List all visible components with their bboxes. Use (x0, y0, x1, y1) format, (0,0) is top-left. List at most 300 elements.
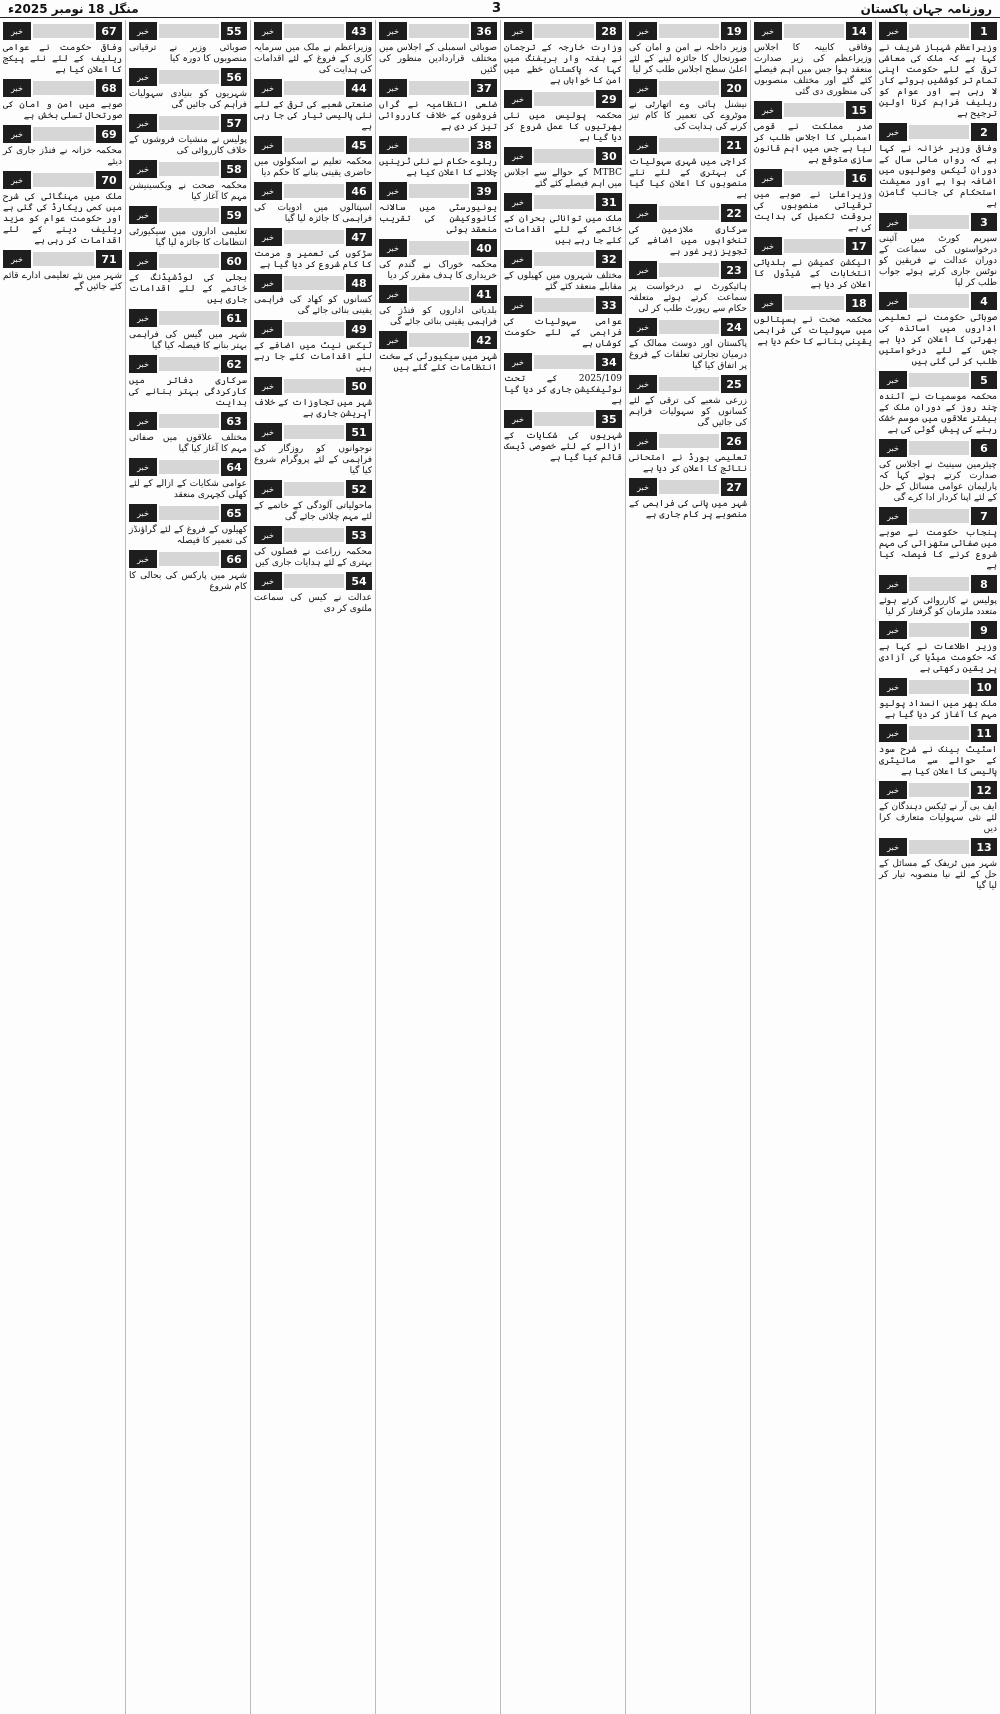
news-item-divider-bar (284, 276, 344, 290)
news-item (504, 147, 622, 190)
news-item-header (129, 22, 247, 40)
page-date: منگل 18 نومبر 2025ء (8, 1, 139, 16)
news-badge: خبر (629, 432, 657, 450)
news-item-divider-bar (284, 425, 344, 439)
news-item-text: نوجوانوں کو روزگار کی فراہمی کے لئے پروگرام شروع کیا گیا (254, 444, 372, 476)
news-item-divider-bar (909, 623, 969, 637)
news-item-text: تعلیمی بورڈ نے امتحانی نتائج کا اعلان کر دیا ہے (629, 453, 747, 474)
news-item-text: صدر مملکت نے قومی اسمبلی کا اجلاس طلب کر لیا ہے جس میں اہم قانون سازی متوقع ہے (754, 122, 872, 165)
news-badge: خبر (879, 22, 907, 40)
news-item (754, 22, 872, 98)
news-item-number: 46 (346, 182, 372, 200)
news-item-text: صوبے میں امن و امان کی صورتحال تسلی بخش ہے (3, 100, 122, 121)
news-item-text: یونیورسٹی میں سالانہ کانووکیشن کی تقریب منعقد ہوئی (379, 203, 497, 235)
news-badge: خبر (379, 79, 407, 97)
news-item-text: وزیر اطلاعات نے کہا ہے کہ حکومت میڈیا کی آزادی پر یقین رکھتی ہے (879, 642, 997, 674)
news-item (504, 250, 622, 293)
news-item-number: 40 (471, 239, 497, 257)
news-badge: خبر (754, 101, 782, 119)
news-item-number: 52 (346, 480, 372, 498)
news-item-divider-bar (409, 138, 469, 152)
news-item-text: سرکاری دفاتر میں کارکردگی بہتر بنانے کی ہدایت (129, 376, 247, 408)
news-badge: خبر (129, 504, 157, 522)
news-item-number: 42 (471, 331, 497, 349)
news-item-divider-bar (534, 412, 594, 426)
news-badge: خبر (3, 125, 31, 143)
news-item (254, 274, 372, 317)
news-badge: خبر (879, 213, 907, 231)
news-badge: خبر (629, 375, 657, 393)
news-item-number: 21 (721, 136, 747, 154)
news-item-divider-bar (909, 24, 969, 38)
news-item-divider-bar (159, 254, 219, 268)
news-item-divider-bar (409, 81, 469, 95)
news-badge: خبر (754, 294, 782, 312)
news-badge: خبر (879, 621, 907, 639)
news-item-text: شہریوں کو بنیادی سہولیات فراہم کی جائیں گی (129, 89, 247, 110)
news-item-number: 7 (971, 507, 997, 525)
news-item-divider-bar (909, 783, 969, 797)
news-item-text: ملک میں توانائی بحران کے خاتمے کے لئے اقدامات کئے جا رہے ہیں (504, 214, 622, 246)
news-item-number: 28 (596, 22, 622, 40)
news-item-header (129, 412, 247, 430)
news-item-text: سڑکوں کی تعمیر و مرمت کا کام شروع کر دیا گیا ہے (254, 249, 372, 270)
news-item-header (254, 22, 372, 40)
news-item-header (379, 331, 497, 349)
news-badge: خبر (504, 90, 532, 108)
news-item-number: 55 (221, 22, 247, 40)
news-item-header (504, 193, 622, 211)
news-item-number: 20 (721, 79, 747, 97)
news-item-divider-bar (909, 509, 969, 523)
news-item (879, 22, 997, 120)
news-item-divider-bar (534, 195, 594, 209)
news-item-divider-bar (909, 680, 969, 694)
news-item-header (879, 292, 997, 310)
news-item (629, 261, 747, 315)
news-item-divider-bar (909, 726, 969, 740)
news-item-header (129, 504, 247, 522)
news-item (254, 320, 372, 374)
news-item-header (504, 90, 622, 108)
news-item-text: وزیراعلیٰ نے صوبے میں ترقیاتی منصوبوں کی بروقت تکمیل کی ہدایت کی ہے (754, 190, 872, 233)
news-item-text: صوبائی وزیر نے ترقیاتی منصوبوں کا دورہ کیا (129, 43, 247, 64)
news-badge: خبر (129, 458, 157, 476)
news-item-header (754, 169, 872, 187)
news-item-number: 34 (596, 353, 622, 371)
news-badge: خبر (504, 296, 532, 314)
news-item-number: 10 (971, 678, 997, 696)
news-item-header (254, 320, 372, 338)
news-item-number: 48 (346, 274, 372, 292)
news-badge: خبر (879, 781, 907, 799)
news-item-text: ملک بھر میں انسداد پولیو مہم کا آغاز کر دیا گیا ہے (879, 699, 997, 720)
news-item-number: 64 (221, 458, 247, 476)
news-item-text: بجلی کی لوڈشیڈنگ کے خاتمے کے لئے اقدامات جاری ہیں (129, 273, 247, 305)
news-item-text: کراچی میں شہری سہولیات کی بہتری کے لئے نئے منصوبوں کا اعلان کیا گیا ہے (629, 157, 747, 200)
news-item-number: 58 (221, 160, 247, 178)
news-item (879, 781, 997, 835)
news-item-header (504, 250, 622, 268)
news-badge: خبر (129, 309, 157, 327)
news-item-divider-bar (159, 116, 219, 130)
news-item-text: ٹیکس نیٹ میں اضافے کے لئے اقدامات کئے جا رہے ہیں (254, 341, 372, 373)
news-item-header (379, 22, 497, 40)
news-item-number: 3 (971, 213, 997, 231)
news-item-header (254, 79, 372, 97)
news-item (629, 22, 747, 76)
news-item (3, 171, 122, 247)
news-item (754, 237, 872, 291)
news-item (129, 68, 247, 111)
news-item (754, 101, 872, 166)
news-item-divider-bar (284, 230, 344, 244)
news-item (754, 169, 872, 234)
news-item-text: مختلف علاقوں میں صفائی مہم کا آغاز کیا گیا (129, 433, 247, 454)
news-item-text: شہر میں پانی کی فراہمی کے منصوبے پر کام جاری ہے (629, 499, 747, 520)
news-badge: خبر (629, 261, 657, 279)
news-item-number: 31 (596, 193, 622, 211)
news-badge: خبر (879, 678, 907, 696)
news-badge: خبر (129, 206, 157, 224)
news-item-divider-bar (33, 252, 94, 266)
news-item-number: 6 (971, 439, 997, 457)
news-badge: خبر (629, 79, 657, 97)
news-item (379, 182, 497, 236)
news-item-divider-bar (33, 24, 94, 38)
news-item-number: 14 (846, 22, 872, 40)
news-item-number: 60 (221, 252, 247, 270)
news-item-header (129, 550, 247, 568)
news-item-header (879, 439, 997, 457)
news-item-header (504, 296, 622, 314)
news-item-header (254, 526, 372, 544)
news-item-number: 23 (721, 261, 747, 279)
news-item-header (129, 160, 247, 178)
news-badge: خبر (879, 507, 907, 525)
news-badge: خبر (879, 292, 907, 310)
news-item-divider-bar (159, 460, 219, 474)
news-item-number: 18 (846, 294, 872, 312)
news-item-divider-bar (284, 322, 344, 336)
news-item (629, 318, 747, 372)
news-badge: خبر (754, 237, 782, 255)
news-item (879, 292, 997, 368)
news-badge: خبر (254, 320, 282, 338)
news-item-number: 26 (721, 432, 747, 450)
news-item-text: شہر میں نئے تعلیمی ادارے قائم کئے جائیں گے (3, 271, 122, 292)
news-item-text: شہر میں پارکس کی بحالی کا کام شروع (129, 571, 247, 592)
news-item-text: اسٹیٹ بینک نے شرح سود کے حوالے سے مانیٹری پالیسی کا اعلان کیا ہے (879, 745, 997, 777)
news-badge: خبر (254, 136, 282, 154)
news-item-divider-bar (33, 81, 94, 95)
news-badge: خبر (879, 575, 907, 593)
news-item-divider-bar (159, 506, 219, 520)
news-item-number: 38 (471, 136, 497, 154)
news-item (379, 136, 497, 179)
news-item-number: 43 (346, 22, 372, 40)
news-item (629, 79, 747, 133)
news-item-number: 50 (346, 377, 372, 395)
news-item-number: 5 (971, 371, 997, 389)
news-item (129, 309, 247, 352)
news-item-number: 35 (596, 410, 622, 428)
news-item-divider-bar (409, 184, 469, 198)
news-item-header (879, 507, 997, 525)
news-badge: خبر (504, 250, 532, 268)
news-item-divider-bar (659, 434, 719, 448)
news-item-divider-bar (909, 125, 969, 139)
news-item-divider-bar (659, 24, 719, 38)
news-item-header (879, 213, 997, 231)
news-item-divider-bar (659, 206, 719, 220)
news-item-text: محکمہ تعلیم نے اسکولوں میں حاضری یقینی بنانے کا حکم دیا (254, 157, 372, 178)
news-item-text: شہر میں ٹریفک کے مسائل کے حل کے لئے نیا منصوبہ تیار کر لیا گیا (879, 859, 997, 891)
news-item-text: وفاقی حکومت نے عوامی ریلیف کے لئے نئے پیکج کا اعلان کیا ہے (3, 43, 122, 75)
news-item-number: 22 (721, 204, 747, 222)
news-item-header (254, 228, 372, 246)
news-item-text: شہریوں کی شکایات کے ازالے کے لئے خصوصی ڈیسک قائم کیا گیا ہے (504, 431, 622, 463)
news-item (629, 204, 747, 258)
news-item-number: 63 (221, 412, 247, 430)
news-item-header (629, 136, 747, 154)
news-badge: خبر (129, 68, 157, 86)
news-item (254, 572, 372, 615)
news-item-divider-bar (284, 81, 344, 95)
news-item-number: 57 (221, 114, 247, 132)
news-item-text: ملک میں مہنگائی کی شرح میں کمی ریکارڈ کی گئی ہے اور حکومت عوام کو مزید ریلیف دینے کے لئے اقدامات کر رہی ہے (3, 192, 122, 246)
news-item-number: 11 (971, 724, 997, 742)
news-item-text: پولیس نے منشیات فروشوں کے خلاف کارروائی کی (129, 135, 247, 156)
news-item-number: 32 (596, 250, 622, 268)
news-badge: خبر (879, 123, 907, 141)
news-badge: خبر (129, 114, 157, 132)
news-item-divider-bar (409, 287, 469, 301)
news-item-text: کھیلوں کے فروغ کے لئے گراؤنڈز کی تعمیر کا فیصلہ (129, 525, 247, 546)
news-item-header (3, 250, 122, 268)
news-item (504, 193, 622, 247)
news-item-header (879, 724, 997, 742)
news-item-divider-bar (284, 482, 344, 496)
news-item-header (129, 309, 247, 327)
news-item-header (129, 114, 247, 132)
news-item (129, 114, 247, 157)
news-badge: خبر (504, 193, 532, 211)
news-item-divider-bar (784, 103, 844, 117)
news-item-header (879, 781, 997, 799)
news-item-text: وفاقی وزیر خزانہ نے کہا ہے کہ رواں مالی سال کے دوران ٹیکس وصولیوں میں اضافہ ہوا ہے اور معیشت استحکام کی جانب گامزن ہے (879, 144, 997, 209)
news-item-divider-bar (909, 215, 969, 229)
news-item-text: محکمہ صحت نے ویکسینیشن مہم کا آغاز کیا (129, 181, 247, 202)
news-item (129, 458, 247, 501)
news-item-text: محکمہ پولیس میں نئی بھرتیوں کا عمل شروع کر دیا گیا ہے (504, 111, 622, 143)
news-item-number: 13 (971, 838, 997, 856)
news-item (129, 160, 247, 203)
news-item-header (129, 206, 247, 224)
news-badge: خبر (379, 22, 407, 40)
news-item-divider-bar (659, 320, 719, 334)
news-item-header (129, 252, 247, 270)
news-item-header (379, 136, 497, 154)
news-item-header (254, 377, 372, 395)
news-item-text: ایف بی آر نے ٹیکس دہندگان کے لئے نئی سہولیات متعارف کرا دیں (879, 802, 997, 834)
news-item (754, 294, 872, 348)
news-item-divider-bar (534, 355, 594, 369)
news-item-divider-bar (159, 311, 219, 325)
news-item (3, 22, 122, 76)
news-item-number: 71 (96, 250, 122, 268)
news-item-divider-bar (284, 379, 344, 393)
news-item (129, 252, 247, 306)
news-item-number: 24 (721, 318, 747, 336)
news-item-text: پاکستان اور دوست ممالک کے درمیان تجارتی تعلقات کے فروغ پر اتفاق کیا گیا (629, 339, 747, 371)
news-item (129, 550, 247, 593)
news-item-text: MTBC کے حوالے سے اجلاس میں اہم فیصلے کئے گئے (504, 168, 622, 189)
news-item (879, 838, 997, 892)
news-item-text: وزیر داخلہ نے امن و امان کی صورتحال کا جائزہ لینے کے لئے اعلیٰ سطح اجلاس طلب کر لیا (629, 43, 747, 75)
news-item-header (129, 68, 247, 86)
news-item (879, 621, 997, 675)
news-badge: خبر (254, 526, 282, 544)
news-item (3, 125, 122, 168)
news-item-header (629, 478, 747, 496)
news-item (129, 412, 247, 455)
news-item-divider-bar (159, 24, 219, 38)
news-badge: خبر (629, 204, 657, 222)
news-item (254, 22, 372, 76)
news-item-text: شہر میں گیس کی فراہمی بہتر بنانے کا فیصلہ کیا گیا (129, 330, 247, 351)
news-item-text: پنجاب حکومت نے صوبے میں صفائی ستھرائی کی مہم شروع کرنے کا فیصلہ کیا ہے (879, 528, 997, 571)
news-item-divider-bar (159, 208, 219, 222)
news-badge: خبر (254, 228, 282, 246)
news-item-text: عوامی شکایات کے ازالے کے لئے کھلی کچہری منعقد (129, 479, 247, 500)
news-item-header (879, 371, 997, 389)
news-badge: خبر (3, 171, 31, 189)
news-item-number: 51 (346, 423, 372, 441)
page-number: 3 (492, 1, 502, 16)
news-item-divider-bar (909, 294, 969, 308)
news-item-number: 36 (471, 22, 497, 40)
news-item-header (754, 22, 872, 40)
news-item-divider-bar (409, 333, 469, 347)
news-item (379, 331, 497, 374)
news-item-divider-bar (159, 357, 219, 371)
news-item-header (379, 239, 497, 257)
news-badge: خبر (254, 423, 282, 441)
news-item (879, 213, 997, 289)
news-item (629, 375, 747, 429)
news-item-number: 37 (471, 79, 497, 97)
news-item-number: 41 (471, 285, 497, 303)
news-item-number: 49 (346, 320, 372, 338)
news-badge: خبر (879, 371, 907, 389)
news-item-text: اسپتالوں میں ادویات کی فراہمی کا جائزہ لیا گیا (254, 203, 372, 224)
news-item-text: ریلوے حکام نے نئی ٹرینیں چلانے کا اعلان کیا ہے (379, 157, 497, 178)
news-item-header (3, 79, 122, 97)
news-item-text: شہر میں تجاوزات کے خلاف آپریشن جاری ہے (254, 398, 372, 419)
news-item (3, 250, 122, 293)
news-item (879, 724, 997, 778)
news-item-header (504, 353, 622, 371)
news-item (879, 507, 997, 572)
news-item-header (879, 22, 997, 40)
news-item-header (629, 79, 747, 97)
news-item-divider-bar (409, 241, 469, 255)
news-item (629, 478, 747, 521)
news-item-text: الیکشن کمیشن نے بلدیاتی انتخابات کے شیڈول کا اعلان کر دیا ہے (754, 258, 872, 290)
news-item-text: عوامی سہولیات کی فراہمی کے لئے حکومت کوشاں ہے (504, 317, 622, 349)
news-column (875, 20, 1000, 1714)
news-item-text: محکمہ موسمیات نے آئندہ چند روز کے دوران ملک کے بیشتر علاقوں میں موسم خشک رہنے کی پیش گوئی کی ہے (879, 392, 997, 435)
news-item-text: پولیس نے کارروائی کرتے ہوئے متعدد ملزمان کو گرفتار کر لیا (879, 596, 997, 617)
news-item-number: 53 (346, 526, 372, 544)
news-badge: خبر (129, 22, 157, 40)
news-item-header (254, 572, 372, 590)
news-item (379, 239, 497, 282)
news-item-divider-bar (534, 298, 594, 312)
news-item-header (254, 423, 372, 441)
news-badge: خبر (254, 377, 282, 395)
news-badge: خبر (754, 169, 782, 187)
news-item-header (629, 261, 747, 279)
news-item-number: 17 (846, 237, 872, 255)
news-badge: خبر (504, 410, 532, 428)
news-item-divider-bar (284, 24, 344, 38)
news-badge: خبر (379, 239, 407, 257)
news-item-text: نیشنل ہائی وے اتھارٹی نے موٹروے کی تعمیر کا کام تیز کرنے کی ہدایت کی (629, 100, 747, 132)
news-item-header (879, 678, 997, 696)
news-badge: خبر (3, 22, 31, 40)
news-column (500, 20, 625, 1714)
news-item-divider-bar (909, 373, 969, 387)
news-item-number: 66 (221, 550, 247, 568)
news-item-divider-bar (659, 263, 719, 277)
news-badge: خبر (629, 136, 657, 154)
news-badge: خبر (754, 22, 782, 40)
news-item-number: 69 (96, 125, 122, 143)
news-item-header (879, 575, 997, 593)
news-item (254, 182, 372, 225)
news-item-header (129, 458, 247, 476)
news-item-header (879, 123, 997, 141)
news-item (504, 410, 622, 464)
news-item-header (504, 147, 622, 165)
news-item-number: 61 (221, 309, 247, 327)
news-badge: خبر (3, 250, 31, 268)
news-badge: خبر (3, 79, 31, 97)
news-item (879, 575, 997, 618)
news-badge: خبر (254, 572, 282, 590)
news-item-text: محکمہ زراعت نے فصلوں کی بہتری کے لئے ہدایات جاری کیں (254, 547, 372, 568)
news-item-number: 16 (846, 169, 872, 187)
news-item (129, 504, 247, 547)
news-column (750, 20, 875, 1714)
news-item-divider-bar (409, 24, 469, 38)
news-item-divider-bar (659, 81, 719, 95)
news-item (379, 79, 497, 133)
news-item-number: 65 (221, 504, 247, 522)
news-item-number: 30 (596, 147, 622, 165)
news-item-text: وفاقی کابینہ کا اجلاس وزیراعظم کی زیر صدارت منعقد ہوا جس میں اہم فیصلے کئے گئے اور مختلف منصوبوں کی منظوری دی گئی (754, 43, 872, 97)
news-item-header (629, 375, 747, 393)
news-item-divider-bar (659, 377, 719, 391)
news-item-number: 9 (971, 621, 997, 639)
news-badge: خبر (254, 274, 282, 292)
news-item-header (254, 274, 372, 292)
news-column (625, 20, 750, 1714)
news-item-divider-bar (534, 252, 594, 266)
news-badge: خبر (254, 480, 282, 498)
